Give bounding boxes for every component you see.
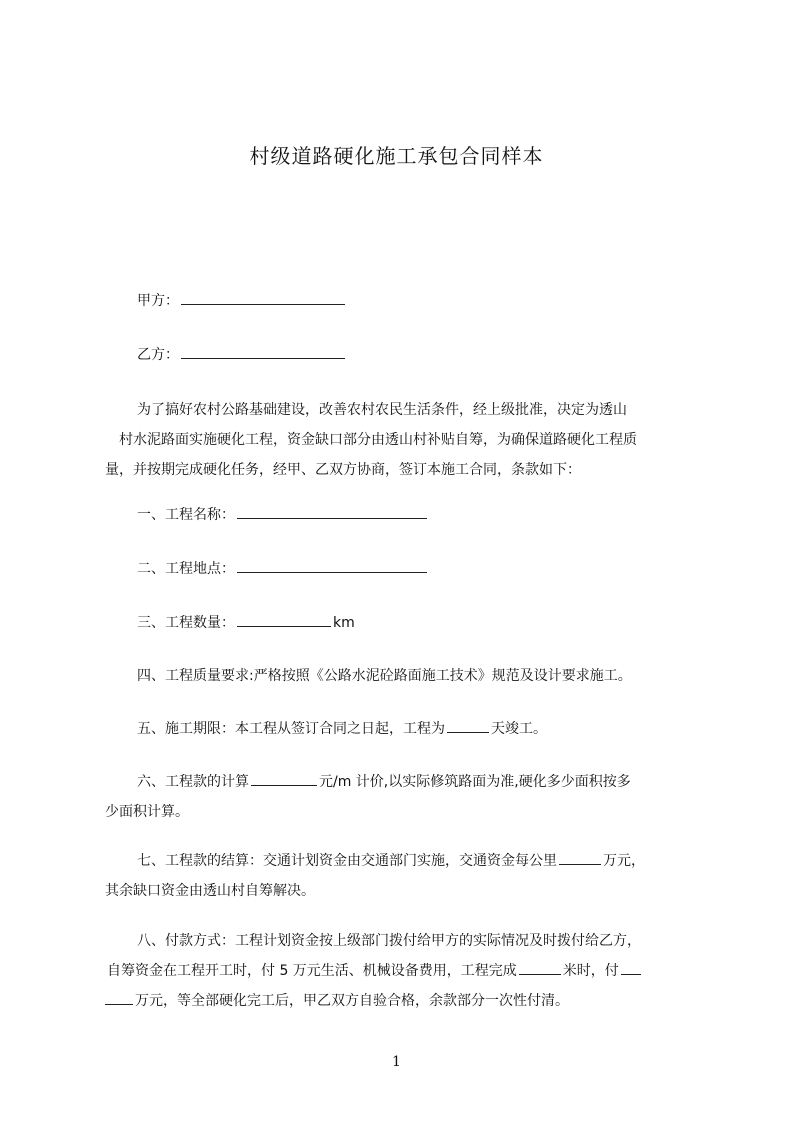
unit-price-blank bbox=[251, 771, 317, 786]
clause-project-name bbox=[105, 500, 705, 530]
intro-line-2: 村水泥路面实施硬化工程，资金缺口部分由透山村补贴自筹，为确保道路硬化工程质 bbox=[119, 432, 637, 448]
page-number: 1 bbox=[392, 1054, 401, 1070]
clause7-line1-suffix: 万元， bbox=[603, 853, 645, 869]
intro-paragraph bbox=[105, 395, 705, 485]
clause8-line2-prefix: 自筹资金在工程开工时，付 5 万元生活、机械设备费用，工程完成 bbox=[107, 963, 517, 979]
completed-meters-blank bbox=[519, 960, 561, 975]
clause3-unit: km bbox=[333, 615, 355, 631]
construction-days-blank bbox=[447, 718, 489, 733]
project-location-blank bbox=[237, 558, 427, 573]
project-name-blank bbox=[237, 504, 427, 519]
clause-quality-requirement bbox=[105, 661, 705, 691]
project-quantity-blank bbox=[237, 612, 331, 627]
clause-construction-period bbox=[105, 714, 705, 744]
clause7-prefix: 七、工程款的结算：交通计划资金由交通部门实施，交通资金每公里 bbox=[137, 853, 557, 869]
clause7-line2: 其余缺口资金由透山村自筹解决。 bbox=[105, 883, 315, 899]
intro-line-3: 量，并按期完成硬化任务，经甲、乙双方协商，签订本施工合同，条款如下： bbox=[105, 462, 581, 478]
clause8-line2-mid: 米时，付 bbox=[562, 963, 619, 979]
clause-project-quantity bbox=[105, 608, 705, 638]
party-a-label: 甲方： bbox=[137, 293, 179, 309]
clause1-label: 一、工程名称： bbox=[137, 507, 235, 523]
clause6-line2: 少面积计算。 bbox=[105, 804, 189, 820]
clause6-prefix: 六、工程款的计算 bbox=[137, 774, 249, 790]
party-b-blank bbox=[181, 344, 345, 359]
clause-payment-method bbox=[105, 926, 705, 1016]
party-a-blank bbox=[181, 290, 345, 305]
clause2-label: 二、工程地点： bbox=[137, 561, 235, 577]
clause8-line3-suffix: 万元，等全部硬化完工后，甲乙双方自验合格，余款部分一次性付清。 bbox=[135, 993, 569, 1009]
clause5-suffix: 天竣工。 bbox=[491, 721, 547, 737]
page-title: 村级道路硬化施工承包合同样本 bbox=[249, 144, 544, 168]
clause8-line1: 八、付款方式：工程计划资金按上级部门拨付给甲方的实际情况及时拨付给乙方， bbox=[137, 933, 641, 949]
clause-payment-settlement bbox=[105, 846, 705, 906]
payment-amount-blank-a bbox=[621, 960, 641, 975]
clause5-prefix: 五、施工期限：本工程从签订合同之日起，工程为 bbox=[137, 721, 445, 737]
party-b-line bbox=[105, 340, 705, 370]
party-b-label: 乙方： bbox=[137, 347, 179, 363]
clause6-line1-suffix: 元/m 计价,以实际修筑路面为准,硬化多少面积按多 bbox=[319, 774, 631, 790]
clause3-label: 三、工程数量： bbox=[137, 615, 235, 631]
per-km-funding-blank bbox=[559, 850, 601, 865]
payment-amount-blank-b bbox=[105, 990, 133, 1005]
clause-project-location bbox=[105, 554, 705, 584]
party-a-line bbox=[105, 286, 705, 316]
intro-line-1: 为了搞好农村公路基础建设，改善农村农民生活条件，经上级批准，决定为透山 bbox=[137, 402, 627, 418]
clause-payment-calculation bbox=[105, 767, 705, 827]
clause4-text: 四、工程质量要求:严格按照《公路水泥砼路面施工技术》规范及设计要求施工。 bbox=[137, 668, 632, 684]
